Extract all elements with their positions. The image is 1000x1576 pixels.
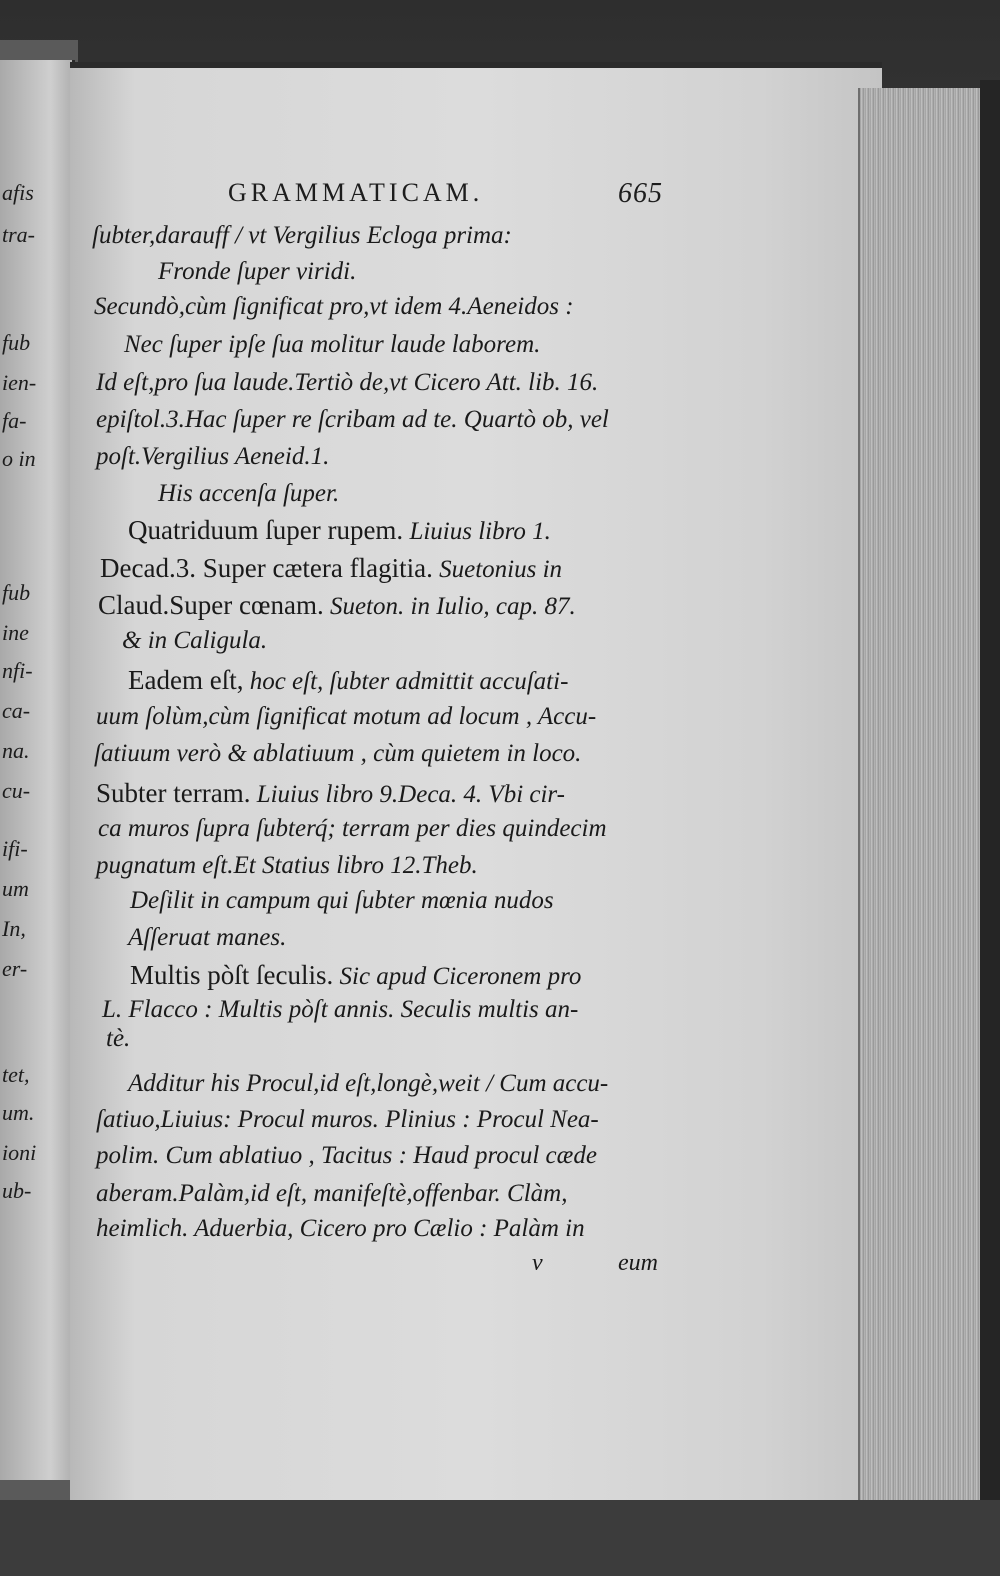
left-page-fragment: fub (2, 580, 31, 605)
italic-text: hoc eſt, ſubter admittit accuſati- (249, 668, 569, 695)
running-title: GRAMMATICAM. (228, 178, 484, 207)
left-page-fragment: cu- (2, 778, 31, 803)
text-line (96, 778, 565, 809)
catchword: eum (618, 1250, 658, 1276)
left-page-fragment: um. (2, 1100, 35, 1125)
text-line: His accenſa ſuper. (158, 480, 340, 507)
text-line: ca muros ſupra ſubterq́; terram per dies quindecim (98, 815, 607, 842)
text-line (100, 553, 562, 584)
page-edges (858, 88, 982, 1508)
left-page-fragment: tra- (2, 222, 35, 247)
roman-text: Multis pòſt ſeculis. (130, 960, 334, 990)
text-line: heimlich. Aduerbia, Cicero pro Cælio : Palàm in (96, 1215, 585, 1242)
left-page-fragment: na. (2, 738, 30, 763)
left-page-fragment: ine (2, 620, 29, 645)
text-line (128, 515, 551, 546)
left-page-fragment: ub- (2, 1178, 32, 1203)
italic-text: Sueton. in Iulio, cap. 87. (329, 593, 576, 620)
text-line (130, 960, 581, 991)
left-page-fragment: ca- (2, 698, 31, 723)
roman-text: Eadem eſt, (128, 665, 244, 695)
left-page-fragment: er- (2, 956, 28, 981)
left-page-fragment: nfi- (2, 658, 33, 683)
text-line: Deſilit in campum qui ſubter mœnia nudos (130, 887, 554, 914)
text-line (98, 590, 576, 621)
text-line: aberam.Palàm,id eſt, manifeſtè,offenbar. Clàm, (96, 1180, 568, 1207)
roman-text: Quatriduum ſuper rupem. (128, 515, 404, 545)
text-line: ſubter,darauff / vt Vergilius Ecloga prima: (92, 222, 512, 249)
left-page-fragment: o in (2, 446, 36, 471)
left-page (0, 60, 75, 1480)
text-line: Additur his Procul,id eſt,longè,weit / Cum accu- (128, 1070, 609, 1097)
text-line: ſatiuum verò & ablatiuum , cùm quietem in loco. (94, 740, 582, 767)
text-line: poſt.Vergilius Aeneid.1. (96, 443, 330, 470)
text-line: ſatiuo,Liuius: Procul muros. Plinius : Procul Nea- (96, 1106, 599, 1133)
left-page-fragment: um (2, 876, 29, 901)
left-page-fragment: afis (2, 180, 34, 205)
left-page-fragment: ien- (2, 370, 37, 395)
left-page-fragment: fa- (2, 408, 27, 433)
left-page-fragment: ifi- (2, 836, 28, 861)
italic-text: Liuius libro 1. (409, 518, 551, 545)
left-page-fragment: In, (2, 916, 26, 941)
text-line: & in Caligula. (122, 627, 268, 654)
left-page-fragment: fub (2, 330, 31, 355)
bottom-background (0, 1500, 1000, 1576)
text-line: tè. (106, 1025, 131, 1052)
italic-text: Suetonius in (439, 556, 563, 583)
text-line: L. Flacco : Multis pòſt annis. Seculis multis an- (102, 996, 579, 1023)
roman-text: Subter terram. (96, 778, 251, 808)
text-line: Id eſt,pro ſua laude.Tertiò de,vt Cicero Att. lib. 16. (96, 369, 599, 396)
text-line: Nec ſuper ipſe ſua molitur laude laborem. (124, 331, 541, 358)
italic-text: Sic apud Ciceronem pro (339, 963, 582, 990)
italic-text: Liuius libro 9.Deca. 4. Vbi cir- (256, 781, 565, 808)
text-line: Fronde ſuper viridi. (158, 258, 357, 285)
text-line: uum ſolùm,cùm ſignificat motum ad locum , Accu- (96, 703, 597, 730)
left-page-fragment: ioni (2, 1140, 37, 1165)
left-page-fragment: tet, (2, 1062, 30, 1087)
text-line: epiſtol.3.Hac ſuper re ſcribam ad te. Quartò ob, vel (96, 406, 609, 433)
signature-mark: v (532, 1250, 543, 1276)
text-line (128, 665, 568, 696)
text-line: pugnatum eſt.Et Statius libro 12.Theb. (96, 852, 478, 879)
roman-text: Decad.3. Super cætera flagitia. (100, 553, 433, 583)
text-line: Aſſeruat manes. (128, 924, 287, 951)
text-line: polim. Cum ablatiuo , Tacitus : Haud procul cæde (96, 1142, 597, 1169)
roman-text: Claud.Super cœnam. (98, 590, 324, 620)
page-number: 665 (618, 178, 663, 209)
edge-shadow (980, 80, 1000, 1520)
text-line: Secundò,cùm ſignificat pro,vt idem 4.Aeneidos : (94, 293, 574, 320)
